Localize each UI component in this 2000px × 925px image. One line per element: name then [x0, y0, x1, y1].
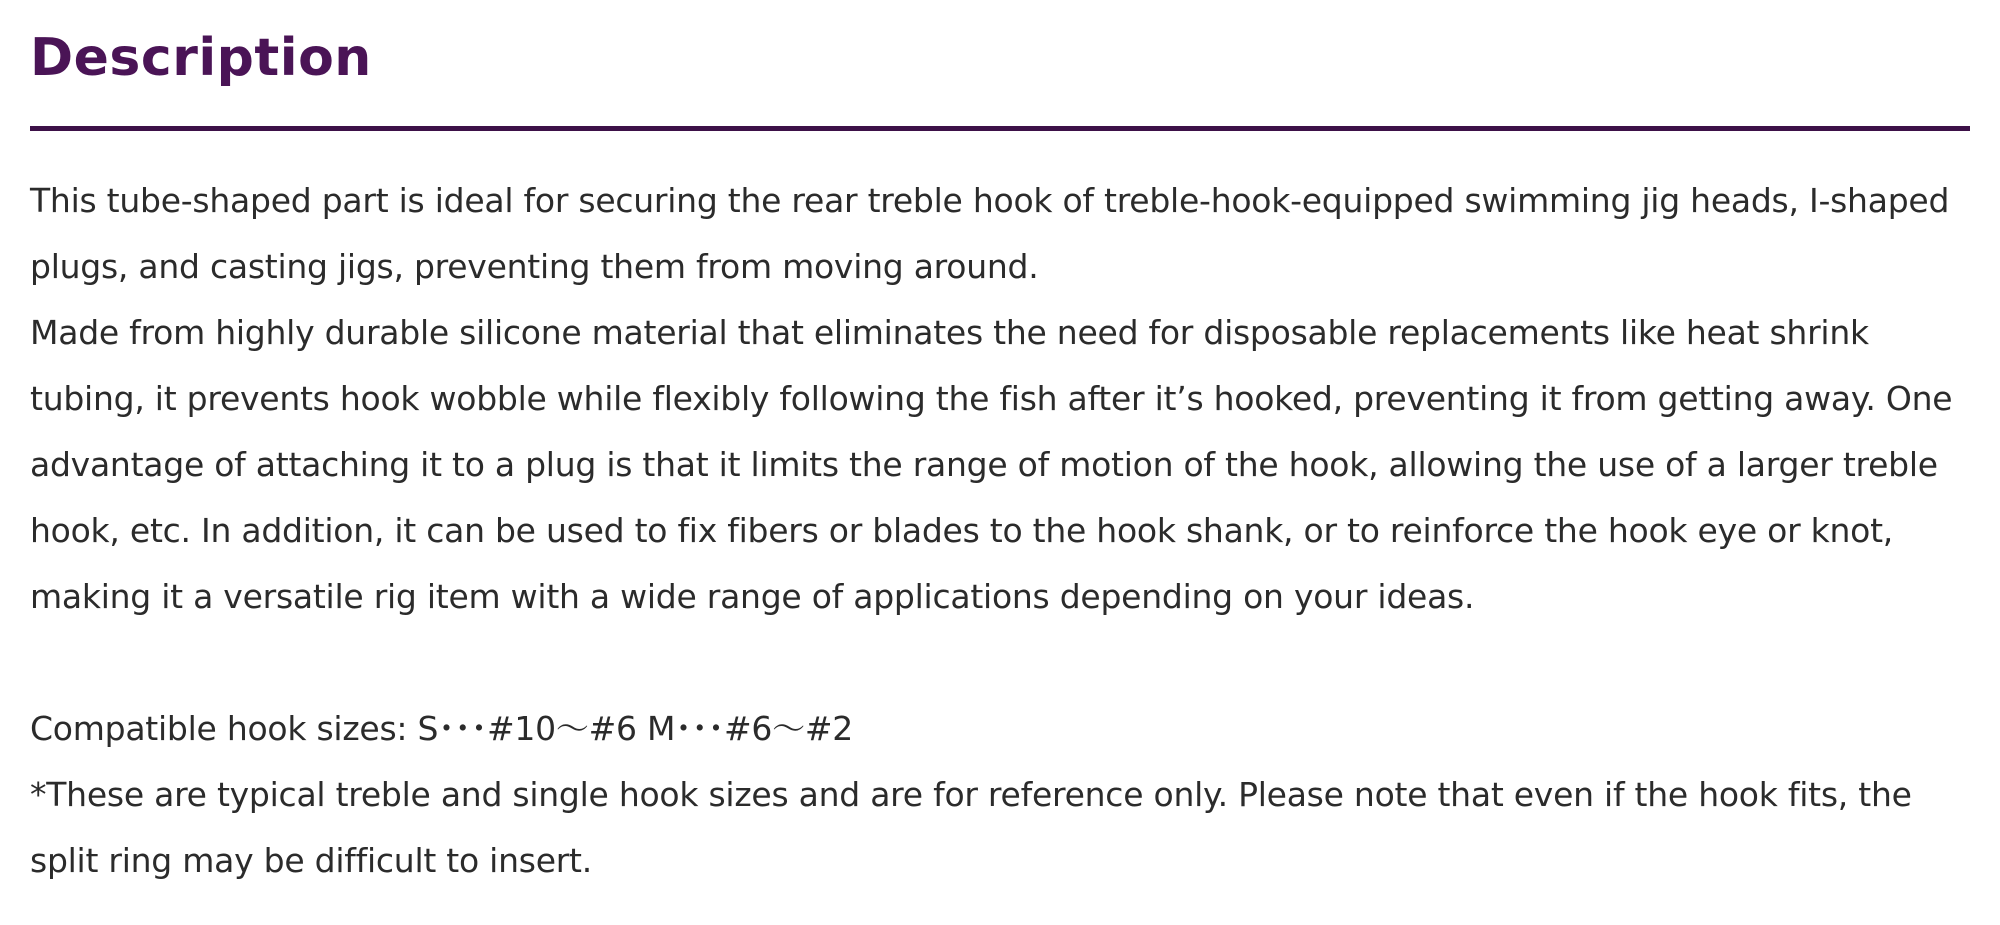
- paragraph-intro: This tube-shaped part is ideal for securing the rear treble hook of treble-hook-equipped swimming jig heads, I-shaped plugs, and casting jigs, preventing them from moving around.: [30, 181, 1950, 286]
- paragraph-spacer: [30, 630, 1970, 696]
- paragraph-material: Made from highly durable silicone material that eliminates the need for disposable replacements like heat shrink tubing, it prevents hook wobble while flexibly following the fish after it’s hooked, preventing it from getting away. One advantage of attaching it to a plug is that it limits the range of motion of the hook, allowing the use of a larger treble hook, etc. In addition, it can be used to fix fibers or blades to the hook shank, or to reinforce the hook eye or knot, making it a versatile rig item with a wide range of applications depending on your ideas.: [30, 313, 1953, 616]
- description-section: [30, 0, 1970, 894]
- section-heading: Description: [30, 28, 372, 88]
- heading-divider: [30, 126, 1970, 131]
- reference-note: *These are typical treble and single hook sizes and are for reference only. Please note that even if the hook fits, the split ring may be difficult to insert.: [30, 775, 1912, 880]
- compatible-hook-sizes: Compatible hook sizes: S･･･#10～#6 M･･･#6～#2: [30, 709, 853, 748]
- description-body: [30, 168, 1970, 894]
